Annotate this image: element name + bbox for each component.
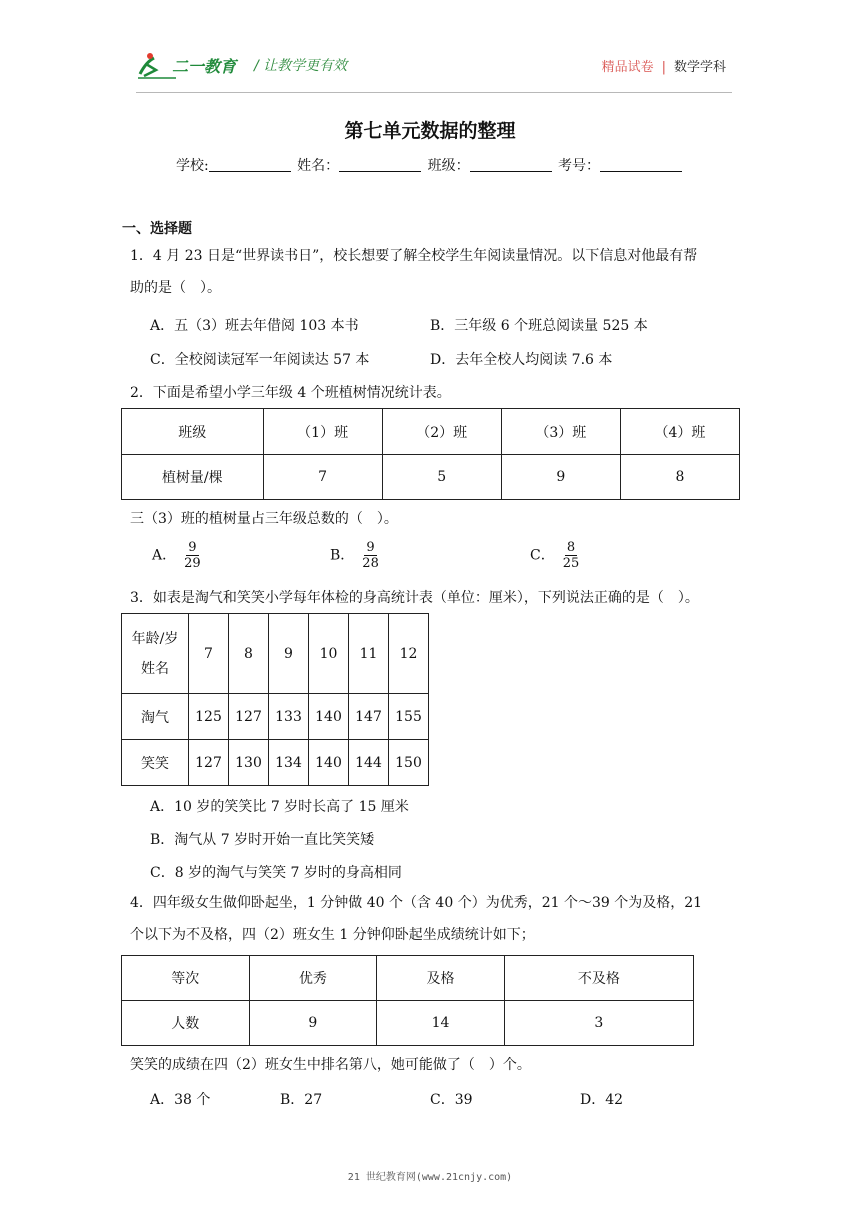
table-cell: 134 <box>269 740 309 786</box>
table-cell: 9 <box>501 455 620 500</box>
question-1 <box>130 240 740 304</box>
question-2-text: 三（3）班的植树量占三年级总数的（ ）。 <box>130 511 398 527</box>
table-cell: 127 <box>229 694 269 740</box>
class-blank[interactable] <box>470 157 552 172</box>
student-info-line <box>0 155 860 175</box>
fraction-numerator: 9 <box>188 540 197 555</box>
q3-option-c[interactable]: C．8 岁的淘气与笑笑 7 岁时的身高相同 <box>150 865 402 881</box>
option-label: B． <box>330 547 355 564</box>
table-cell: （4）班 <box>620 409 739 455</box>
name-blank[interactable] <box>339 157 421 172</box>
table-cell: 140 <box>309 740 349 786</box>
fraction <box>563 540 580 571</box>
fraction-denominator: 29 <box>184 556 201 571</box>
class-label: 班级： <box>427 158 470 174</box>
fraction-denominator: 25 <box>562 556 580 571</box>
table-cell: 8 <box>229 614 269 694</box>
table-row <box>122 409 740 455</box>
question-3-intro: 3．如表是淘气和笑笑小学每年体检的身高统计表（单位：厘米），下列说法正确的是（ ）。 <box>130 590 699 606</box>
question-4 <box>130 887 740 951</box>
school-blank[interactable] <box>209 157 291 172</box>
table-cell: 127 <box>189 740 229 786</box>
q4-option-b[interactable]: B．27 <box>280 1092 323 1108</box>
q1-option-b[interactable]: B．三年级 6 个班总阅读量 525 本 <box>430 318 648 334</box>
table-corner-cell <box>122 614 189 694</box>
table-cell: 147 <box>349 694 389 740</box>
table-cell: （3）班 <box>501 409 620 455</box>
table-row <box>122 614 429 694</box>
table-cell: 144 <box>349 740 389 786</box>
table-cell: 不及格 <box>504 956 693 1001</box>
q3-option-b[interactable]: B．淘气从 7 岁时开始一直比笑笑矮 <box>150 832 375 848</box>
table-cell: 优秀 <box>249 956 377 1001</box>
table-row <box>122 1001 694 1046</box>
table-cell: 130 <box>229 740 269 786</box>
table-row <box>122 694 429 740</box>
question-4-line2: 个以下为不及格，四（2）班女生 1 分钟仰卧起坐成绩统计如下； <box>130 927 535 943</box>
table-cell: 班级 <box>122 409 264 455</box>
table-row <box>122 956 694 1001</box>
table-row <box>122 740 429 786</box>
table-cell: （2）班 <box>382 409 501 455</box>
fraction-numerator: 8 <box>566 540 576 555</box>
name-label: 姓名： <box>297 158 340 174</box>
q3-table <box>121 613 429 786</box>
q1-option-a[interactable]: A．五（3）班去年借阅 103 本书 <box>150 318 359 334</box>
table-cell: 9 <box>249 1001 377 1046</box>
header-tag: 精品试卷 <box>601 60 654 75</box>
corner-bottom-label: 姓名 <box>141 660 169 677</box>
q2-option-b[interactable] <box>330 540 379 571</box>
number-label: 考号： <box>558 158 601 174</box>
section-heading: 一、选择题 <box>122 221 192 237</box>
header-right <box>602 56 726 75</box>
table-cell: 11 <box>349 614 389 694</box>
header-subject: 数学学科 <box>673 60 726 75</box>
q1-option-c[interactable]: C．全校阅读冠军一年阅读达 57 本 <box>150 352 370 368</box>
table-cell: 9 <box>269 614 309 694</box>
table-cell: 14 <box>377 1001 505 1046</box>
option-label: A． <box>152 547 177 564</box>
table-cell: 8 <box>620 455 739 500</box>
table-cell: （1）班 <box>263 409 382 455</box>
q4-option-a[interactable]: A．38 个 <box>150 1092 211 1108</box>
page-title: 第七单元数据的整理 <box>344 120 516 142</box>
fraction-numerator: 9 <box>366 540 375 555</box>
q1-option-d[interactable]: D．去年全校人均阅读 7.6 本 <box>430 352 613 368</box>
question-1-line2: 助的是（ ）。 <box>130 280 221 296</box>
table-cell: 150 <box>389 740 429 786</box>
table-row <box>122 455 740 500</box>
table-cell: 及格 <box>377 956 505 1001</box>
table-cell: 笑笑 <box>122 740 189 786</box>
table-cell: 5 <box>382 455 501 500</box>
table-cell: 10 <box>309 614 349 694</box>
table-cell: 7 <box>263 455 382 500</box>
page-footer: 21 世纪教育网(www.21cnjy.com) <box>347 1172 513 1183</box>
fraction-denominator: 28 <box>362 556 379 571</box>
school-label: 学校: <box>175 158 209 174</box>
fraction <box>362 540 379 571</box>
question-1-line1: 1．4 月 23 日是“世界读书日”，校长想要了解全校学生年阅读量情况。以下信息对他最有帮 <box>130 248 698 264</box>
q4-table <box>121 955 694 1046</box>
table-cell: 3 <box>504 1001 693 1046</box>
fraction <box>184 540 201 571</box>
table-cell: 淘气 <box>122 694 189 740</box>
table-cell: 12 <box>389 614 429 694</box>
q2-option-a[interactable] <box>152 540 201 571</box>
q4-option-d[interactable]: D．42 <box>580 1092 624 1108</box>
table-cell: 7 <box>189 614 229 694</box>
question-2-intro: 2．下面是希望小学三年级 4 个班植树情况统计表。 <box>130 385 451 401</box>
question-4-line1: 4．四年级女生做仰卧起坐，1 分钟做 40 个（含 40 个）为优秀，21 个～39 个为及格，21 <box>130 895 703 911</box>
q4-option-c[interactable]: C．39 <box>430 1092 473 1108</box>
table-cell: 133 <box>269 694 309 740</box>
header-rule <box>136 92 732 93</box>
table-cell: 植树量/棵 <box>122 455 264 500</box>
brand-logo <box>136 50 246 80</box>
table-cell: 125 <box>189 694 229 740</box>
header-slogan: / 让教学更有效 <box>254 58 348 74</box>
question-4-text: 笑笑的成绩在四（2）班女生中排名第八，她可能做了（ ）个。 <box>130 1057 531 1073</box>
q2-table <box>121 408 740 500</box>
table-cell: 155 <box>389 694 429 740</box>
svg-text:二一教育: 二一教育 <box>172 57 237 76</box>
q3-option-a[interactable]: A．10 岁的笑笑比 7 岁时长高了 15 厘米 <box>150 799 409 815</box>
header-divider: | <box>661 60 666 75</box>
table-cell: 人数 <box>122 1001 250 1046</box>
table-cell: 140 <box>309 694 349 740</box>
corner-top-label: 年龄/岁 <box>131 630 179 647</box>
q2-option-c[interactable] <box>530 540 579 571</box>
number-blank[interactable] <box>600 157 682 172</box>
table-cell: 等次 <box>122 956 250 1001</box>
option-label: C． <box>530 547 555 564</box>
